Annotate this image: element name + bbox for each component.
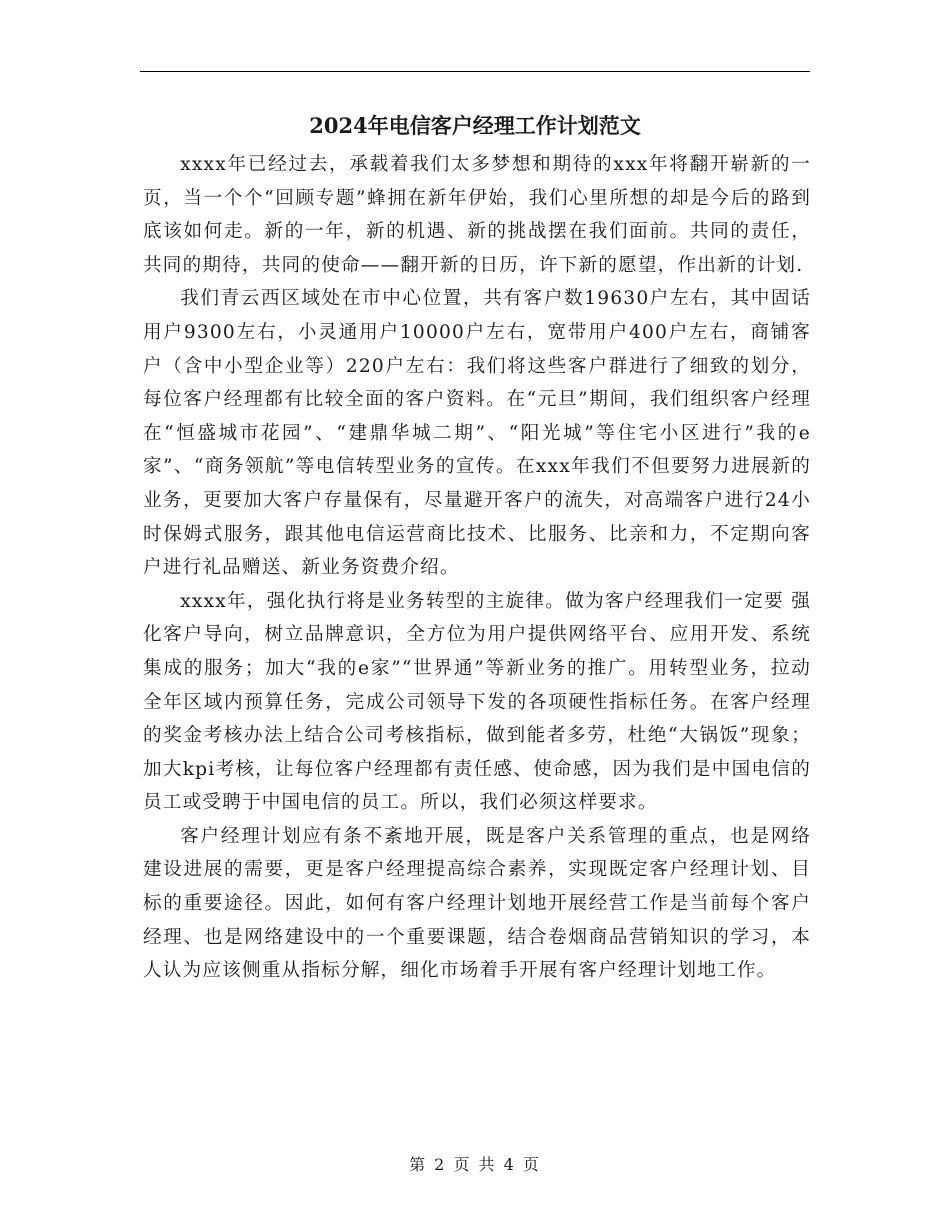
- document-title: 2024年电信客户经理工作计划范文: [309, 113, 641, 138]
- paragraph-3: xxxx年，强化执行将是业务转型的主旋律。做为客户经理我们一定要 强化客户导向，树立品牌意识，全方位为用户提供网络平台、应用开发、系统集成的服务；加大“我的e家”“世界通”等新业务的推广。用转型业务，拉动全年区域内预算任务，完成公司领导下发的各项硬性指标任务。在客户经理的奖金考核办法上结合公司考核指标，做到能者多劳，杜绝“大锅饭”现象；加大kpi考核，让每位客户经理都有责任感、使命感，因为我们是中国电信的员工或受聘于中国电信的员工。所以，我们必须这样要求。: [143, 590, 811, 814]
- header-rule: [140, 71, 810, 72]
- paragraph-1: xxxx年已经过去，承载着我们太多梦想和期待的xxx年将翻开崭新的一页，当一个个“回顾专题”蜂拥在新年伊始，我们心里所想的却是今后的路到底该如何走。新的一年，新的机遇、新的挑战摆在我们面前。共同的责任，共同的期待，共同的使命——翻开新的日历，许下新的愿望，作出新的计划.: [143, 154, 811, 276]
- page-number-footer: 第 2 页 共 4 页: [409, 1155, 541, 1174]
- document-body: [143, 148, 811, 988]
- paragraph-2: 我们青云西区域处在市中心位置，共有客户数19630户左右，其中固话用户9300左右，小灵通用户10000户左右，宽带用户400户左右，商铺客户（含中小型企业等）220户左右：我们将这些客户群进行了细致的划分，每位客户经理都有比较全面的客户资料。在“元旦”期间，我们组织客户经理在“恒盛城市花园”、“建鼎华城二期”、“阳光城”等住宅小区进行”我的e家”、“商务领航”等电信转型业务的宣传。在xxx年我们不但要努力进展新的业务，更要加大客户存量保有，尽量避开客户的流失，对高端客户进行24小时保姆式服务，跟其他电信运营商比技术、比服务、比亲和力，不定期向客户进行礼品赠送、新业务资费介绍。: [143, 288, 811, 579]
- paragraph-4: 客户经理计划应有条不紊地开展，既是客户关系管理的重点，也是网络建设进展的需要，更是客户经理提高综合素养，实现既定客户经理计划、目标的重要途径。因此，如何有客户经理计划地开展经营工作是当前每个客户经理、也是网络建设中的一个重要课题，结合卷烟商品营销知识的学习，本人认为应该侧重从指标分解，细化市场着手开展有客户经理计划地工作。: [143, 825, 811, 982]
